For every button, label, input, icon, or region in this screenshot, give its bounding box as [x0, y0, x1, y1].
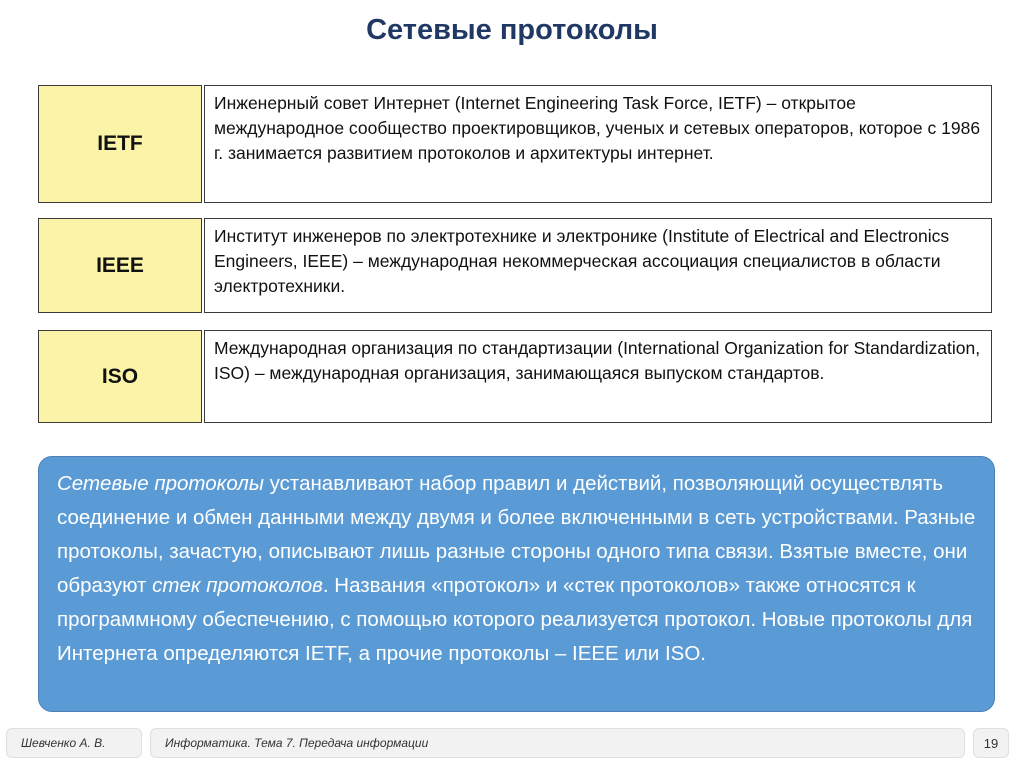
org-description: Международная организация по стандартизации (International Organization for Standardization, ISO) – международная организация, занимающаяся выпуском стандартов. — [204, 330, 992, 423]
org-row-ietf — [38, 85, 992, 203]
definition-text: устанавливают набор правил и действий, позволяющий осуществлять соединение и обмен данными между двумя и более включенными в сеть устройствами. Разные протоколы, зачастую, описывают лишь разные стороны одного типа связи. Взятые вместе, они образуют — [57, 472, 976, 597]
definition-text: . Названия «протокол» и «стек протоколов» также относятся к программному обеспечению, с помощью которого реализуется протокол. Новые протоколы для Интернета определяются IETF, а прочие протоколы – IEEE или ISO. — [57, 574, 973, 665]
org-description: Инженерный совет Интернет (Internet Engineering Task Force, IETF) – открытое международное сообщество проектировщиков, ученых и сетевых операторов, которое с 1986 г. занимается развитием протоколов и архитектуры интернет. — [204, 85, 992, 203]
footer-author: Шевченко А. В. — [6, 728, 142, 758]
org-description: Институт инженеров по электротехнике и электронике (Institute of Electrical and Electronics Engineers, IEEE) – международная некоммерческая ассоциация специалистов в области электротехники. — [204, 218, 992, 313]
slide-title: Сетевые протоколы — [366, 14, 658, 46]
definition-term: стек протоколов — [152, 574, 323, 597]
org-row-iso — [38, 330, 992, 423]
org-abbreviation: ISO — [38, 330, 202, 423]
definition-term: Сетевые протоколы — [57, 472, 264, 495]
org-row-ieee — [38, 218, 992, 313]
org-abbreviation: IETF — [38, 85, 202, 203]
page-number: 19 — [973, 728, 1009, 758]
footer-course: Информатика. Тема 7. Передача информации — [150, 728, 965, 758]
definition-callout — [38, 456, 995, 712]
org-abbreviation: IEEE — [38, 218, 202, 313]
